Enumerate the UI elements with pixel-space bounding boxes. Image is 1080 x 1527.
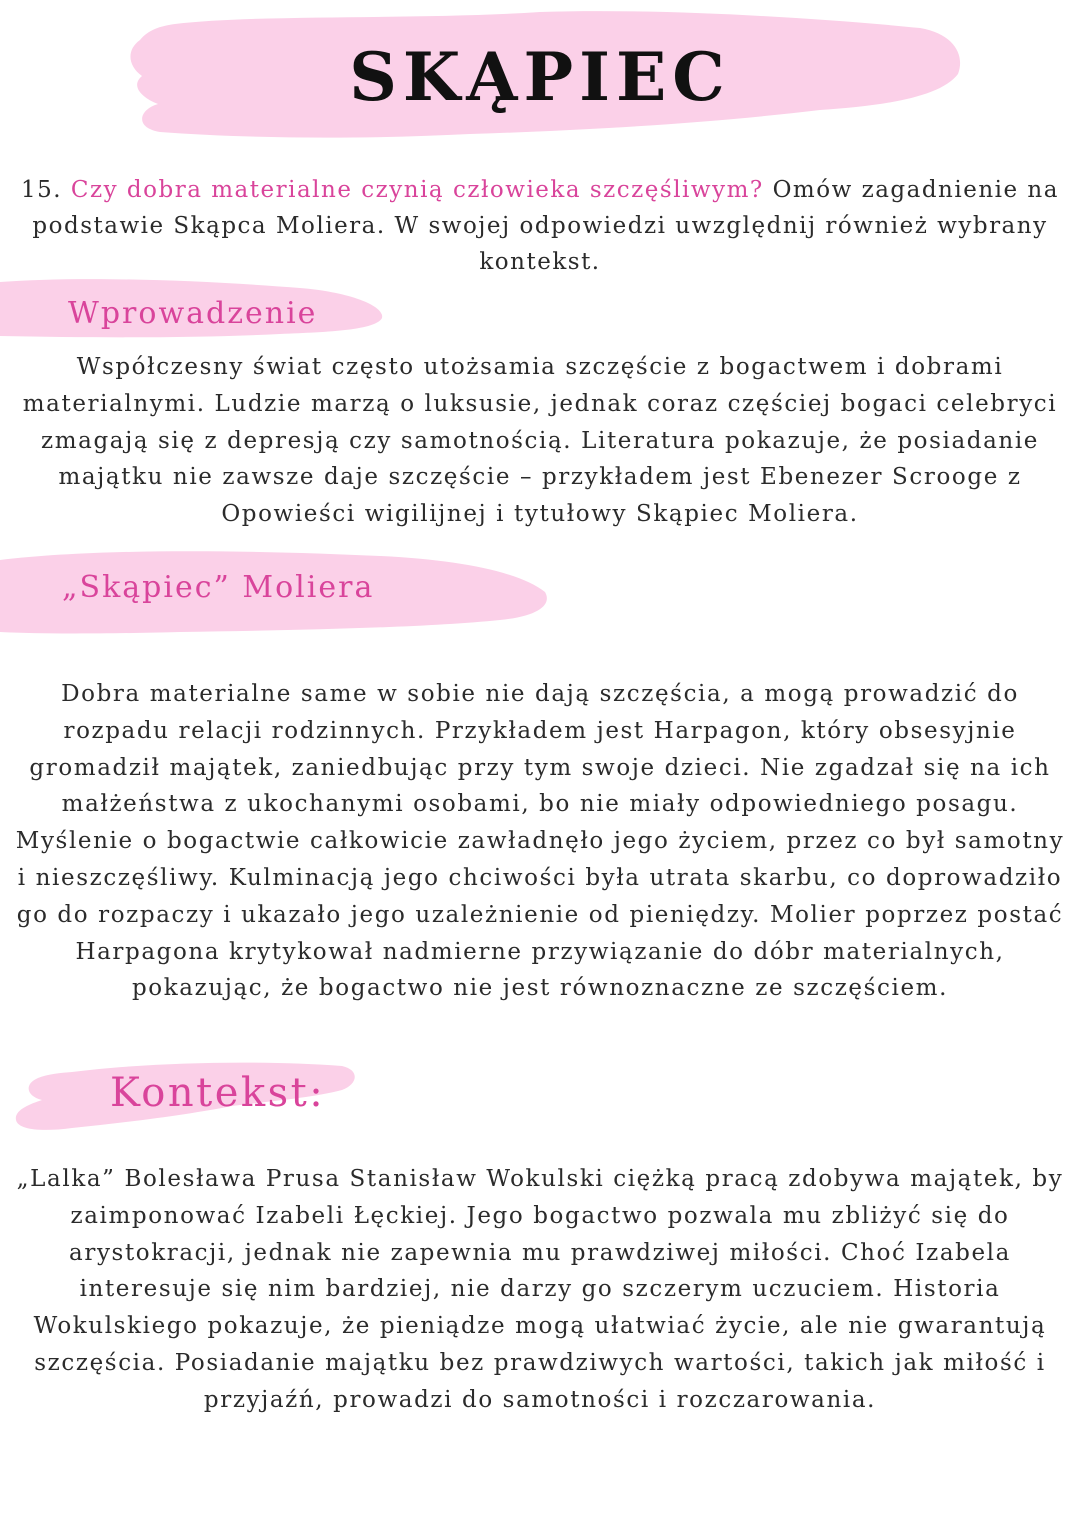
moliere-heading: „Skąpiec” Moliera: [62, 570, 375, 605]
page-title: SKĄPIEC: [349, 38, 731, 116]
intro-paragraph: Współczesny świat często utożsamia szczęście z bogactwem i dobrami materialnymi. Ludzie marzą o luksusie, jednak coraz częściej bogaci celebryci zmagają się z depresją czy samotnością. Literatura pokazuje, że posiadanie majątku nie zawsze daje szczęście – przykładem jest Ebenezer Scrooge z Opowieści wigilijnej i tytułowy Skąpiec Moliera.: [22, 354, 1058, 528]
moliere-paragraph: Dobra materialne same w sobie nie dają szczęścia, a mogą prowadzić do rozpadu relacji rodzinnych. Przykładem jest Harpagon, który obsesyjnie gromadził majątek, zaniedbując przy tym swoje dzieci. Nie zgadzał się na ich małżeństwa z ukochanymi osobami, bo nie miały odpowiedniego posagu. Myślenie o bogactwie całkowicie zawładnęło jego życiem, przez co był samotny i nieszczęśliwy. Kulminacją jego chciwości była utrata skarbu, co doprowadziło go do rozpaczy i ukazało jego uzależnienie od pieniędzy. Molier poprzez postać Harpagona krytykował nadmierne przywiązanie do dóbr materialnych, pokazując, że bogactwo nie jest równoznaczne ze szczęściem.: [15, 681, 1065, 1002]
question-highlight: Czy dobra materialne czynią człowieka szczęśliwym?: [70, 177, 764, 203]
question-instructions: Omów zagadnienie na podstawie Skąpca Moliera. W swojej odpowiedzi uwzględnij również wybrany kontekst.: [32, 177, 1059, 275]
context-paragraph: „Lalka” Bolesława Prusa Stanisław Wokulski ciężką pracą zdobywa majątek, by zaimponować Izabeli Łęckiej. Jego bogactwo pozwala mu zbliżyć się do arystokracji, jednak nie zapewnia mu prawdziwej miłości. Choć Izabela interesuje się nim bardziej, nie darzy go szczerym uczuciem. Historia Wokulskiego pokazuje, że pieniądze mogą ułatwiać życie, ale nie gwarantują szczęścia. Posiadanie majątku bez prawdziwych wartości, takich jak miłość i przyjaźń, prowadzi do samotności i rozczarowania.: [16, 1166, 1064, 1413]
intro-heading: Wprowadzenie: [68, 296, 318, 331]
question-number: 15.: [21, 177, 63, 203]
question-prompt: [0, 172, 1080, 280]
context-heading: Kontekst:: [110, 1070, 326, 1116]
